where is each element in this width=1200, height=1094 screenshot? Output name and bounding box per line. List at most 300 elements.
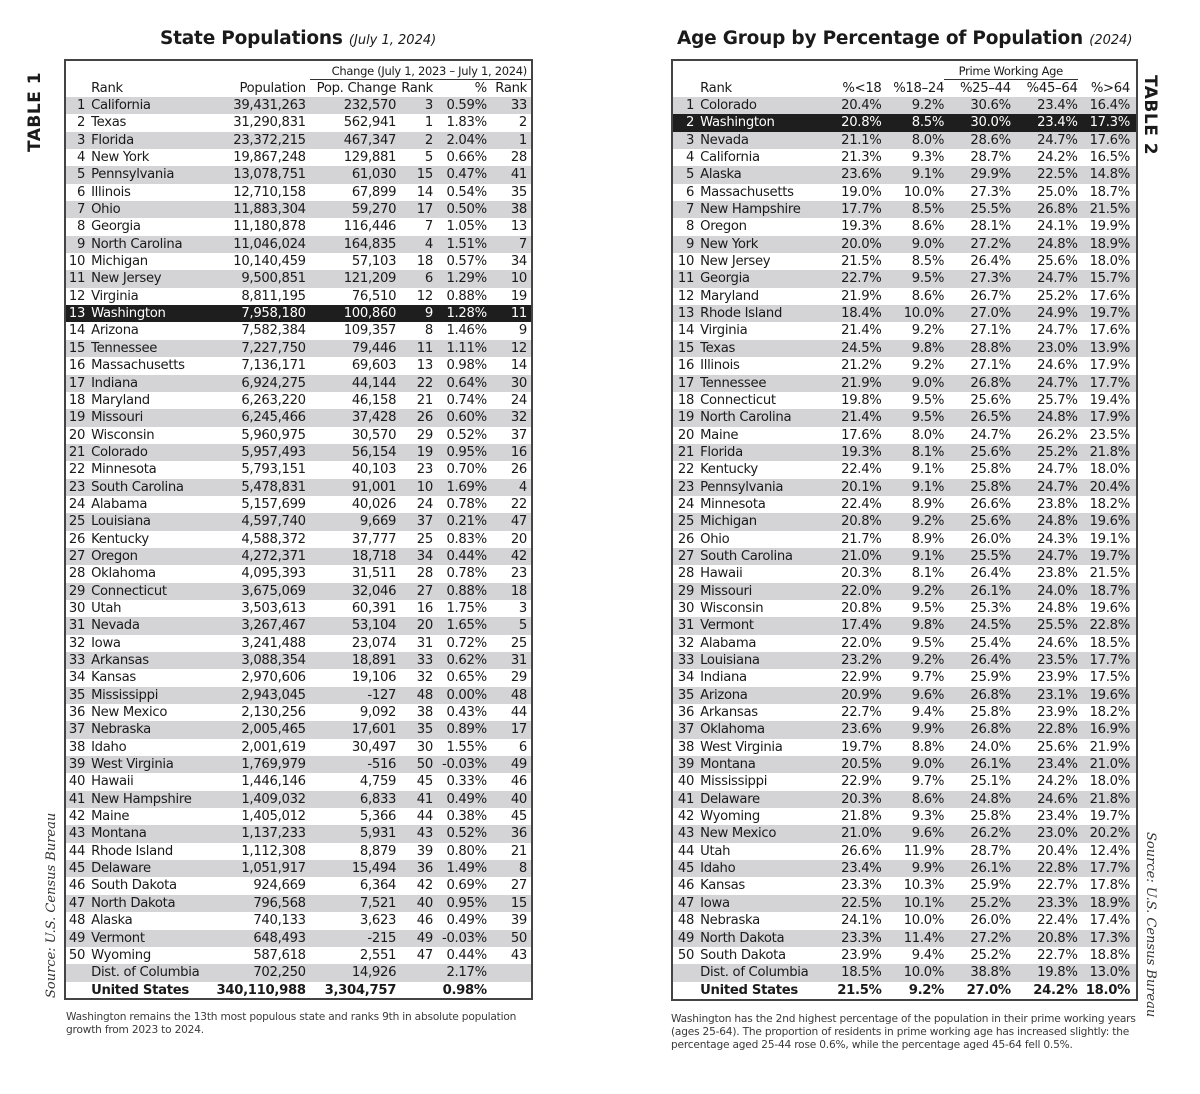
rank-cell: 31 [673,617,700,634]
pop-change-cell: 67,899 [351,184,397,200]
rank-cell: 26 [677,531,695,547]
under-18-cell: 22.5% [829,895,881,912]
age-45-64-cell: 25.7% [1037,392,1078,408]
pct-cell: 0.89% [433,721,487,738]
state-cell: Kansas [700,878,745,894]
state-cell: Louisiana [700,652,829,669]
change-rank-cell: 49 [396,930,433,947]
over-64-cell: 14.8% [1078,166,1136,183]
rank-cell: 16 [677,358,695,374]
table-row [66,253,531,270]
state-cell: Pennsylvania [91,166,208,183]
state-cell: Maine [91,809,130,825]
age-45-64-cell: 23.5% [1011,652,1078,669]
pct-cell: 0.50% [433,201,487,218]
age-25-44-cell: 26.8% [944,721,1011,738]
pct-cell: -0.03% [433,756,487,773]
age-45-64-cell: 23.4% [1011,97,1078,114]
table-row [673,895,1136,912]
pop-change-cell: 2,551 [359,947,397,963]
pop-change-cell: 9,092 [359,705,397,721]
age-25-44-cell: 38.8% [944,964,1011,981]
pop-change-cell: 30,497 [351,739,397,755]
pop-change-cell: 232,570 [310,97,396,114]
under-18-cell: 23.6% [829,166,881,183]
over-64-cell: 20.2% [1078,825,1136,842]
rank-cell: 24 [68,496,86,512]
pct-rank-cell: 3 [518,600,527,616]
pct-rank-cell: 34 [510,254,527,270]
rank-cell: 22 [677,462,695,478]
pop-change-cell: 7,521 [310,895,396,912]
rank-cell: 35 [66,687,91,704]
col-header-over-64: %>64 [1090,80,1130,96]
pop-change-cell: 3,623 [359,913,397,929]
age-45-64-cell: 23.8% [1037,566,1078,582]
state-cell: Louisiana [91,513,208,530]
age-25-44-cell: 25.9% [970,878,1011,894]
state-cell: North Carolina [700,409,829,426]
table-row [673,635,1136,652]
age-25-44-cell: 25.6% [944,444,1011,461]
age-25-44-cell: 29.9% [944,166,1011,183]
age-25-44-cell: 24.8% [944,791,1011,808]
state-cell: Nevada [91,617,208,634]
pop-change-cell: 9,669 [310,513,396,530]
over-64-cell: 18.7% [1078,583,1136,600]
pop-change-cell: 59,270 [310,201,396,218]
state-cell: Minnesota [91,462,157,478]
rank-cell: 29 [673,583,700,600]
change-rank-cell: 30 [416,739,433,755]
pct-cell: 0.80% [446,843,487,859]
rank-cell: 34 [68,670,86,686]
under-18-cell: 21.0% [829,548,881,565]
table-row [673,114,1136,131]
rank-cell: 35 [673,687,700,704]
under-18-cell: 21.7% [841,531,882,547]
change-rank-cell: 40 [396,895,433,912]
age-25-44-cell: 28.8% [944,340,1011,357]
col-header-rank: Rank [700,80,732,96]
state-cell: Virginia [700,323,748,339]
rank-cell: 15 [673,340,700,357]
state-cell: California [700,150,760,166]
age-18-24-cell: 9.3% [911,150,945,166]
age-18-24-cell: 9.4% [911,947,945,963]
change-rank-cell: 9 [396,305,433,322]
population-cell: 4,095,393 [241,566,306,582]
pop-change-cell: 61,030 [310,166,396,183]
state-cell: West Virginia [700,739,783,755]
table2-group-header-row [673,63,1136,80]
pop-change-cell: 56,154 [310,444,396,461]
age-45-64-cell: 26.2% [1037,427,1078,443]
pct-rank-cell: 39 [510,913,527,929]
under-18-cell: 26.6% [841,843,882,859]
under-18-cell: 18.4% [829,305,881,322]
pct-cell: 0.54% [446,184,487,200]
over-64-cell: 23.5% [1089,427,1130,443]
change-rank-cell: 36 [396,860,433,877]
age-18-24-cell: 9.0% [882,236,945,253]
age-45-64-cell: 23.3% [1011,895,1078,912]
state-cell: South Carolina [91,479,208,496]
change-rank-cell: 35 [396,721,433,738]
pct-cell: 0.83% [446,531,487,547]
age-18-24-cell: 8.8% [911,739,945,755]
rank-cell: 44 [677,843,695,859]
under-18-cell: 21.9% [829,375,881,392]
age-45-64-cell: 19.8% [1011,964,1078,981]
pop-change-cell: 19,106 [351,670,397,686]
state-cell: South Carolina [700,548,829,565]
state-cell: New Hampshire [91,791,208,808]
state-cell: New Mexico [700,825,829,842]
population-cell: 13,078,751 [208,166,309,183]
state-cell: Florida [91,132,208,149]
over-64-cell: 13.9% [1078,340,1136,357]
population-cell: 2,130,256 [241,705,306,721]
age-18-24-cell: 9.1% [882,479,945,496]
rank-cell: 30 [677,600,695,616]
under-18-cell: 20.5% [829,756,881,773]
age-25-44-cell: 25.2% [970,947,1011,963]
state-cell: Indiana [700,670,747,686]
rank-cell: 48 [677,913,695,929]
population-cell: 2,001,619 [241,739,306,755]
age-18-24-cell: 9.3% [911,809,945,825]
pct-cell: 0.66% [446,150,487,166]
table-row [66,635,531,652]
rank-cell: 46 [68,878,86,894]
table-row [66,947,531,964]
age-45-64-cell: 22.8% [1011,860,1078,877]
over-64-cell: 18.5% [1089,635,1130,651]
state-cell: Iowa [700,895,829,912]
state-cell: Nebraska [91,721,208,738]
under-18-cell: 23.3% [829,930,881,947]
change-rank-cell: 39 [416,843,433,859]
state-cell: Kentucky [700,462,758,478]
state-cell: Alaska [91,913,133,929]
state-cell: Texas [700,340,829,357]
table-row [66,825,531,842]
rank-cell: 50 [677,947,695,963]
age-18-24-cell: 8.6% [882,791,945,808]
state-cell: Kansas [91,670,136,686]
rank-cell: 4 [77,150,86,166]
age-18-24-cell: 8.1% [911,566,945,582]
pct-rank-cell: 46 [510,774,527,790]
age-25-44-cell: 27.2% [944,236,1011,253]
pct-rank-cell: 20 [510,531,527,547]
change-rank-cell: 24 [416,496,433,512]
over-64-cell: 17.6% [1078,132,1136,149]
table-row [673,253,1136,270]
population-cell: 23,372,215 [208,132,309,149]
rank-cell: 1 [66,97,91,114]
pop-change-cell: -516 [310,756,396,773]
rank-cell: 3 [673,132,700,149]
pop-change-cell: 91,001 [310,479,396,496]
pop-change-cell: 5,931 [310,825,396,842]
state-cell: Montana [700,756,829,773]
over-64-cell: 18.2% [1089,496,1130,512]
age-45-64-cell: 23.0% [1011,825,1078,842]
table-row [673,166,1136,183]
pct-rank-cell: 26 [510,462,527,478]
age-25-44-cell: 26.8% [944,375,1011,392]
rank-cell: 47 [66,895,91,912]
pct-rank-cell: 12 [487,340,531,357]
under-18-cell: 22.4% [841,496,882,512]
table-row [66,375,531,392]
pct-cell: 0.21% [433,513,487,530]
change-rank-cell: 29 [416,427,433,443]
col-header-rank: Rank [91,80,123,96]
age-25-44-cell: 25.6% [944,513,1011,530]
age-18-24-cell: 9.2% [882,652,945,669]
age-25-44-cell: 26.4% [970,566,1011,582]
state-cell: Pennsylvania [700,479,829,496]
age-25-44-cell: 25.6% [970,392,1011,408]
age-45-64-cell: 24.8% [1011,409,1078,426]
table-row [66,600,531,617]
age-45-64-cell: 24.6% [1037,358,1078,374]
age-25-44-cell: 28.1% [970,219,1011,235]
pct-cell: 0.95% [433,895,487,912]
rank-cell: 39 [66,756,91,773]
state-cell: Arizona [700,687,829,704]
rank-cell: 5 [673,166,700,183]
change-rank-cell: 46 [416,913,433,929]
population-cell: 5,793,151 [241,462,306,478]
rank-cell: 25 [66,513,91,530]
rank-cell: 31 [66,617,91,634]
rank-cell: 15 [66,340,91,357]
age-45-64-cell: 24.7% [1037,462,1078,478]
population-cell: 7,227,750 [208,340,309,357]
state-cell: Montana [91,825,208,842]
pct-rank-cell: 11 [487,305,531,322]
under-18-cell: 20.4% [829,97,881,114]
age-45-64-cell: 23.4% [1011,756,1078,773]
rank-cell: 37 [66,721,91,738]
table-row [66,617,531,634]
over-64-cell: 19.7% [1078,548,1136,565]
table-row [673,721,1136,738]
population-cell: 11,046,024 [208,236,309,253]
change-rank-cell: 3 [396,97,433,114]
table-row [673,496,1136,513]
table1-column-header-row [66,80,531,98]
change-rank-cell: 20 [396,617,433,634]
population-cell: 2,943,045 [208,687,309,704]
table2-source: Source: U.S. Census Bureau [1143,832,1158,1018]
table-row [66,114,531,131]
over-64-cell: 18.9% [1078,236,1136,253]
table-row [673,687,1136,704]
rank-cell: 11 [66,270,91,287]
age-25-44-cell: 27.1% [970,358,1011,374]
rank-cell: 45 [673,860,700,877]
over-64-cell: 17.9% [1089,358,1130,374]
pct-cell: 0.64% [433,375,487,392]
table-row [66,496,531,513]
table-row [673,357,1136,374]
rank-cell: 36 [68,705,86,721]
total-row [66,982,531,999]
under-18-cell: 21.4% [841,323,882,339]
population-cell: 3,088,354 [208,652,309,669]
table-row [66,340,531,357]
over-64-cell: 19.6% [1078,513,1136,530]
population-cell: 3,241,488 [241,635,306,651]
state-cell: Wyoming [91,947,151,963]
rank-cell: 9 [66,236,91,253]
pct-cell: 1.51% [433,236,487,253]
age-25-44-cell: 24.7% [970,427,1011,443]
table-row [66,288,531,305]
pct-cell: 0.95% [433,444,487,461]
population-cell: 8,811,195 [241,288,306,304]
over-64-cell: 18.7% [1089,184,1130,200]
rank-cell: 29 [66,583,91,600]
table-row [66,739,531,756]
table-row [673,270,1136,287]
pct-rank-cell: 2 [518,115,527,131]
age-18-24-cell: 9.8% [882,340,945,357]
pct-cell: 0.98% [442,982,487,998]
rank-cell: 43 [673,825,700,842]
table2-title [677,28,1133,49]
over-64-cell: 19.1% [1089,531,1130,547]
table1-side-label: TABLE 1 [25,71,45,152]
population-cell: 740,133 [253,913,306,929]
pop-change-cell: 57,103 [351,254,397,270]
under-18-cell: 23.4% [829,860,881,877]
table-row [673,565,1136,582]
table-row [673,548,1136,565]
rank-cell [66,982,91,999]
rank-cell: 30 [68,600,86,616]
pct-cell: 0.49% [433,791,487,808]
change-rank-cell: 16 [416,600,433,616]
table-row [66,184,531,201]
state-cell: Utah [700,843,731,859]
table-row [673,132,1136,149]
pct-rank-cell [487,964,531,981]
table1-subtitle: (July 1, 2024) [348,33,437,48]
total-row [673,982,1136,999]
rank-cell: 10 [68,254,86,270]
pop-change-cell: 121,209 [310,270,396,287]
age-25-44-cell: 26.1% [944,860,1011,877]
population-cell: 1,051,917 [208,860,309,877]
over-64-cell: 18.0% [1089,254,1130,270]
table-row [673,392,1136,409]
population-cell: 648,493 [208,930,309,947]
age-25-44-cell: 26.4% [944,652,1011,669]
over-64-cell: 16.4% [1078,97,1136,114]
pop-change-cell: 129,881 [343,150,397,166]
rank-cell: 11 [673,270,700,287]
table-row [673,479,1136,496]
population-cell: 2,970,606 [241,670,306,686]
change-rank-cell: 19 [396,444,433,461]
pop-change-cell: 14,926 [310,964,396,981]
pct-cell: 0.78% [446,496,487,512]
table-row [66,877,531,894]
age-25-44-cell: 26.7% [970,288,1011,304]
state-cell: Oklahoma [91,566,156,582]
under-18-cell: 18.5% [829,964,881,981]
col-header-pop-change: Pop. Change [316,81,397,96]
rank-cell: 14 [677,323,695,339]
age-45-64-cell: 22.7% [1037,878,1078,894]
table-row [66,773,531,790]
table-row [673,825,1136,842]
table-row [673,322,1136,339]
change-rank-cell: 34 [396,548,433,565]
age-45-64-cell: 23.4% [1037,809,1078,825]
table-row [673,739,1136,756]
rank-cell: 28 [68,566,86,582]
over-64-cell: 18.0% [1085,982,1130,998]
table-row [673,756,1136,773]
rank-cell: 22 [68,462,86,478]
pct-rank-cell: 17 [487,721,531,738]
age-45-64-cell: 23.4% [1011,114,1078,131]
age-25-44-cell: 25.8% [944,479,1011,496]
age-18-24-cell: 9.2% [911,358,945,374]
age-45-64-cell: 23.1% [1011,687,1078,704]
under-18-cell: 17.6% [841,427,882,443]
pct-rank-cell: 21 [510,843,527,859]
age-45-64-cell: 20.4% [1037,843,1078,859]
table-row [66,791,531,808]
rank-cell: 40 [677,774,695,790]
age-18-24-cell: 9.5% [911,600,945,616]
age-18-24-cell: 9.4% [911,705,945,721]
under-18-cell: 22.7% [829,270,881,287]
pct-cell: 0.44% [433,548,487,565]
col-header-45-64: %45–64 [1026,81,1078,96]
state-cell: Kentucky [91,531,149,547]
pct-cell: 0.98% [446,358,487,374]
age-45-64-cell: 22.7% [1037,947,1078,963]
table-row [673,461,1136,478]
table1-title-text: State Populations [160,28,343,49]
pct-rank-cell: 22 [510,496,527,512]
table-row [673,791,1136,808]
col-header-pct: % [474,81,487,96]
age-18-24-cell: 11.4% [882,930,945,947]
population-cell: 924,669 [253,878,306,894]
under-18-cell: 23.6% [829,721,881,738]
pop-change-cell: 40,103 [351,462,397,478]
change-rank-cell: 12 [416,288,433,304]
under-18-cell: 21.4% [829,409,881,426]
state-cell: Delaware [700,791,829,808]
pop-change-cell: 4,759 [359,774,397,790]
population-cell: 7,582,384 [241,323,306,339]
state-cell: Utah [91,600,122,616]
age-25-44-cell: 27.3% [944,270,1011,287]
pct-rank-cell: 25 [510,635,527,651]
rank-cell: 9 [673,236,700,253]
